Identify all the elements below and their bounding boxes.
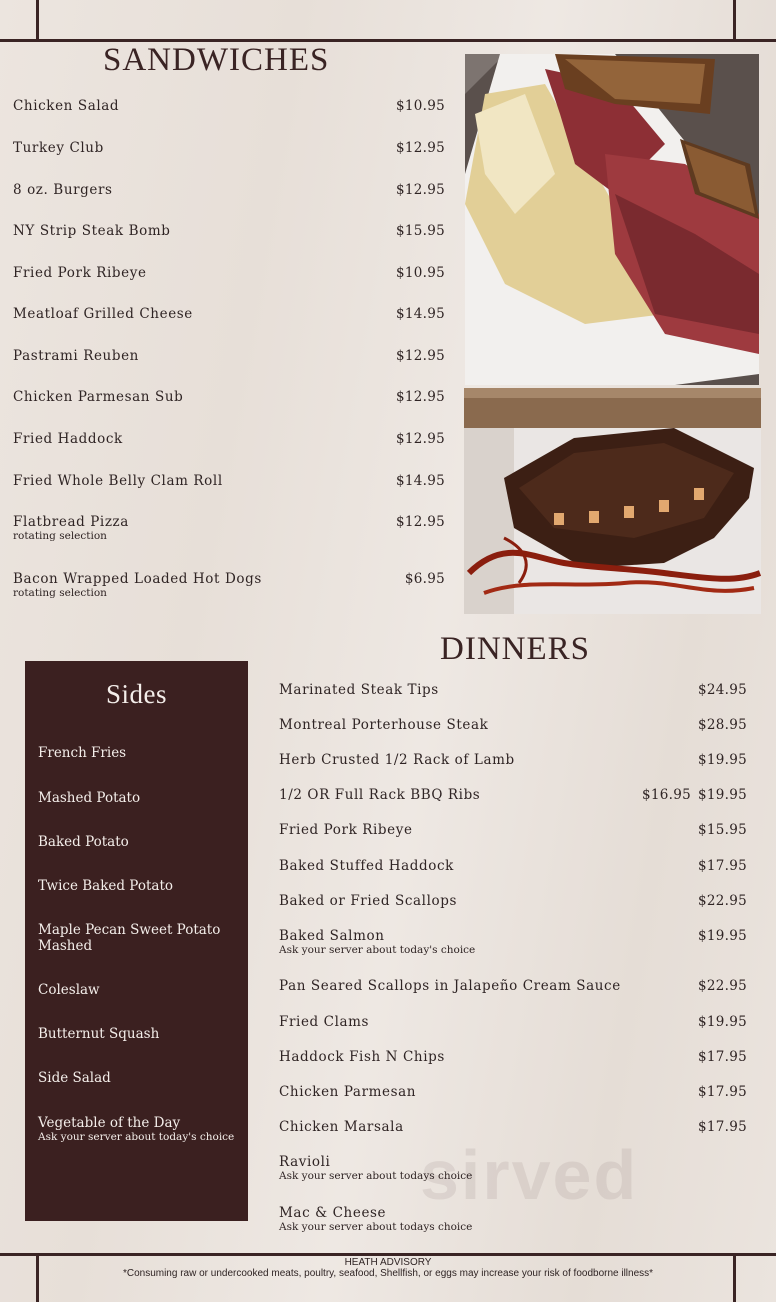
menu-item — [13, 348, 445, 382]
item-note: Ask your server about todays choice — [279, 1170, 473, 1182]
menu-item — [279, 1119, 747, 1149]
item-name: Fried Pork Ribeye — [13, 265, 147, 281]
top-right-post — [733, 0, 736, 40]
side-item — [38, 1026, 238, 1042]
sandwiches-title: SANDWICHES — [103, 42, 330, 78]
side-item — [38, 1115, 238, 1143]
item-name: Flatbread Pizza — [13, 514, 129, 530]
menu-item — [279, 978, 747, 1008]
menu-item — [279, 1049, 747, 1079]
menu-item — [279, 822, 747, 852]
side-item — [38, 790, 238, 806]
item-price: $12.95 — [395, 182, 445, 198]
item-note: Ask your server about today's choice — [279, 944, 476, 956]
item-price-half: $16.95 — [641, 787, 691, 803]
side-item-name: Baked Potato — [38, 834, 129, 850]
item-name: Chicken Parmesan — [279, 1084, 417, 1100]
item-name: Ravioli — [279, 1154, 331, 1170]
item-name: Meatloaf Grilled Cheese — [13, 306, 193, 322]
health-advisory — [110, 1257, 666, 1279]
advisory-text: *Consuming raw or undercooked meats, poultry, seafood, Shellfish, or eggs may increase your risk of foodborne illness* — [122, 1268, 654, 1279]
item-name: Bacon Wrapped Loaded Hot Dogs — [13, 571, 262, 587]
item-name: Chicken Marsala — [279, 1119, 404, 1135]
item-price: $24.95 — [697, 682, 747, 698]
bottom-left-post — [36, 1255, 39, 1302]
item-price: $10.95 — [395, 265, 445, 281]
menu-item — [279, 928, 747, 958]
menu-item — [279, 682, 747, 712]
sandwich-list — [13, 98, 445, 618]
item-price: $14.95 — [395, 306, 445, 322]
item-name: Fried Clams — [279, 1014, 370, 1030]
item-note: rotating selection — [13, 530, 107, 542]
side-item — [38, 922, 238, 954]
item-name: Pan Seared Scallops in Jalapeño Cream Sauce — [279, 978, 621, 994]
item-price: $12.95 — [395, 431, 445, 447]
dinner-list — [279, 682, 747, 1242]
menu-item — [13, 182, 445, 216]
side-item — [38, 834, 238, 850]
menu-item — [279, 1014, 747, 1044]
item-price: $15.95 — [697, 822, 747, 838]
item-price: $15.95 — [395, 223, 445, 239]
menu-item — [279, 717, 747, 747]
side-item-name: Side Salad — [38, 1070, 111, 1086]
item-name: Fried Pork Ribeye — [279, 822, 413, 838]
menu-item — [13, 98, 445, 132]
menu-item — [13, 265, 445, 299]
side-item-name: French Fries — [38, 745, 127, 761]
item-price: $22.95 — [697, 893, 747, 909]
side-item — [38, 1070, 238, 1086]
item-name: Baked or Fried Scallops — [279, 893, 457, 909]
item-price: $19.95 — [697, 787, 747, 803]
sides-title: Sides — [105, 679, 167, 709]
side-item — [38, 878, 238, 894]
menu-item — [13, 431, 445, 465]
dinners-title: DINNERS — [440, 631, 591, 667]
item-name: Montreal Porterhouse Steak — [279, 717, 489, 733]
item-price: $17.95 — [697, 1119, 747, 1135]
item-price: $17.95 — [697, 1049, 747, 1065]
watermark: sirved — [420, 1136, 639, 1214]
item-note: Ask your server about todays choice — [279, 1221, 473, 1233]
bottom-border — [0, 1253, 776, 1256]
menu-item — [279, 752, 747, 782]
item-price: $22.95 — [697, 978, 747, 994]
item-price: $10.95 — [395, 98, 445, 114]
side-item-note: Ask your server about today's choice — [38, 1131, 235, 1143]
item-price: $19.95 — [697, 928, 747, 944]
menu-item — [13, 571, 445, 605]
item-name: Baked Stuffed Haddock — [279, 858, 454, 874]
item-name: NY Strip Steak Bomb — [13, 223, 171, 239]
item-name: Pastrami Reuben — [13, 348, 139, 364]
side-item-name: Butternut Squash — [38, 1026, 160, 1042]
item-name: Chicken Parmesan Sub — [13, 389, 184, 405]
side-item-name: Coleslaw — [38, 982, 100, 998]
item-name: Herb Crusted 1/2 Rack of Lamb — [279, 752, 515, 768]
item-name: Fried Haddock — [13, 431, 123, 447]
item-note: rotating selection — [13, 587, 107, 599]
menu-item — [279, 1154, 747, 1184]
side-item — [38, 745, 238, 761]
item-price: $12.95 — [395, 389, 445, 405]
side-item-name: Vegetable of the Day — [38, 1115, 181, 1131]
pastrami-reuben-photo — [465, 54, 759, 385]
item-price: $19.95 — [697, 752, 747, 768]
sides-panel — [25, 661, 248, 1221]
side-item — [38, 982, 238, 998]
menu-item — [13, 473, 445, 507]
item-name: Baked Salmon — [279, 928, 385, 944]
menu-item — [279, 1084, 747, 1114]
item-name: 1/2 OR Full Rack BBQ Ribs — [279, 787, 481, 803]
item-name: Chicken Salad — [13, 98, 120, 114]
menu-item — [279, 787, 747, 817]
side-item-name: Mashed Potato — [38, 790, 141, 806]
item-price: $12.95 — [395, 514, 445, 530]
menu-item — [13, 223, 445, 257]
item-name: Turkey Club — [13, 140, 104, 156]
item-name: 8 oz. Burgers — [13, 182, 113, 198]
item-price: $17.95 — [697, 858, 747, 874]
bottom-right-post — [733, 1255, 736, 1302]
side-item-name: Maple Pecan Sweet Potato Mashed — [38, 922, 221, 954]
bbq-ribs-photo — [464, 388, 761, 614]
menu-item — [13, 140, 445, 174]
advisory-title: HEATH ADVISORY — [344, 1257, 432, 1268]
item-name: Mac & Cheese — [279, 1205, 387, 1221]
item-price: $6.95 — [404, 571, 445, 587]
item-price: $17.95 — [697, 1084, 747, 1100]
item-price: $12.95 — [395, 140, 445, 156]
top-left-post — [36, 0, 39, 40]
menu-item — [279, 893, 747, 923]
item-name: Fried Whole Belly Clam Roll — [13, 473, 223, 489]
menu-item — [13, 389, 445, 423]
menu-item — [13, 514, 445, 548]
side-item-name: Twice Baked Potato — [38, 878, 173, 894]
item-name: Marinated Steak Tips — [279, 682, 439, 698]
item-name: Haddock Fish N Chips — [279, 1049, 445, 1065]
menu-item — [279, 1205, 747, 1235]
item-price: $19.95 — [697, 1014, 747, 1030]
item-price: $28.95 — [697, 717, 747, 733]
menu-item — [13, 306, 445, 340]
item-price: $12.95 — [395, 348, 445, 364]
item-price: $14.95 — [395, 473, 445, 489]
menu-item — [279, 858, 747, 888]
